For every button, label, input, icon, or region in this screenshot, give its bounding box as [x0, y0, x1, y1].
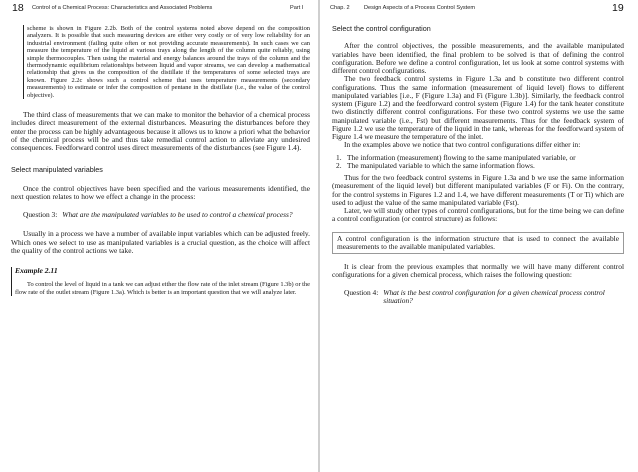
right-page-header: [320, 3, 638, 15]
question-4: [344, 289, 624, 306]
right-page-body: [332, 25, 624, 305]
paragraph-third-class: The third class of measurements that we can make to monitor the behavior of a chemical process includes direct measurement of the external disturbances. Measuring the disturbances before they enter the process can be highly advantageous because it allows us to know a priori what the behavior of the chemical process will be and thus take remedial control action to alleviate any undesired consequences. Feedforward control uses direct measurements of the disturbances (see Figure 1.4).: [11, 110, 310, 153]
box-paragraph: scheme is shown in Figure 2.2b. Both of the control systems noted above depend on the composition analyzers. It is possible that such measuring devices are either very costly or of very low reliability for an industrial environment (failing quite often or not providing accurate measurements). In such cases we can measure the temperature of the liquid at various trays along the length of the column quite reliably, using simple thermocouples. Then using the material and energy balances around the trays of the column and the thermodynamic equilibrium relationships between liquid and vapor streams, we can develop a mathematical relationship that gives us the composition of the distillate if the temperatures of some selected trays are known. Figure 2.2c shows such a control scheme that uses temperature measurements (secondary measurements) to estimate or infer the composition of pentane in the distillate (i.e., the value of the control objective).: [23, 25, 310, 99]
control-configuration-definition: A control configuration is the information structure that is used to connect the available measurements to the available manipulated variables.: [332, 232, 624, 255]
list-item: [336, 162, 624, 170]
heading-select-manipulated-variables: Select manipulated variables: [11, 165, 103, 175]
left-part-label: Part I: [290, 5, 304, 11]
example-text: To control the level of liquid in a tank we can adjust either the flow rate of the inlet stream (Figure 1.3b) or the flow rate of the outlet stream (Figure 1.3a). Which is better is an important question that we will analyze later.: [15, 281, 310, 296]
configuration-list: [332, 154, 624, 171]
paragraph-after: After the control objectives, the possible measurements, and the available manipulated variables have been identified, the final problem to be solved is that of defining the control configuration. Before we define a control configuration, let us look at some control systems with different control configurations.: [332, 41, 624, 75]
question-3-label: Question 3:: [23, 210, 58, 220]
paragraph-later: Later, we will study other types of control configurations, but for the time being we can define a control configuration (or control structure) as follows:: [332, 206, 624, 224]
paragraph-two-feedback: The two feedback control systems in Figure 1.3a and b constitute two different control configurations. Thus the same information (measurement of liquid level) flows to different manipulated variables [i.e., F (Figure 1.3a) and Fi (Figure 1.3b)]. Similarly, the feedback control system (Figure 1.2) and the feedforward control system (Figure 1.4) for the tank heater constitute two distinctly different control configurations. For these two control systems we use the same manipulated variable (i.e., Fst) but different measurements. Thus for the feedback system of Figure 1.2 we use the temperature of the liquid in the tank, whereas for the feedforward system of Figure 1.4 we measure the temperature of the inlet.: [332, 74, 624, 141]
question-3: [23, 211, 310, 219]
list-item-text: The manipulated variable to which the same information flows.: [347, 160, 535, 170]
paragraph-once: Once the control objectives have been specified and the various measurements identified, the next question relates to how we effect a change in the process:: [11, 183, 310, 201]
paragraph-clear: It is clear from the previous examples that normally we will have many different control configurations for a given chemical process, which raises the following question:: [332, 262, 624, 280]
right-chapter-label: Chap. 2: [330, 5, 350, 11]
list-item-number: 1.: [336, 152, 342, 162]
right-page: [320, 0, 638, 472]
example-title: Example 2.11: [15, 266, 58, 276]
right-running-head: Design Aspects of a Process Control System: [364, 5, 475, 11]
question-3-text: What are the manipulated variables to be used to control a chemical process?: [62, 210, 293, 220]
paragraph-in-examples: In the examples above we notice that two control configurations differ either in:: [344, 140, 581, 150]
left-page-header: [0, 3, 318, 15]
list-item-text: The information (measurement) flowing to the same manipulated variable, or: [347, 152, 576, 162]
list-item-number: 2.: [336, 160, 342, 170]
left-running-head: Control of a Chemical Process: Characteristics and Associated Problems: [32, 5, 213, 11]
heading-select-control-configuration: Select the control configuration: [332, 24, 431, 33]
question-4-label: Question 4:: [344, 287, 379, 297]
left-page-body: [11, 25, 310, 296]
question-4-text: What is the best control configuration for a given chemical process control situation?: [383, 287, 605, 305]
left-page: [0, 0, 318, 472]
right-page-number: 19: [612, 2, 624, 14]
example-2-11: [11, 267, 310, 296]
paragraph-usually: Usually in a process we have a number of available input variables which can be adjusted freely. Which ones we select to use as manipulated variables is a crucial question, as the choice will affect the quality of the control actions we take.: [11, 229, 310, 255]
left-page-number: 18: [12, 2, 24, 14]
paragraph-thus: Thus for the two feedback control systems in Figure 1.3a and b we use the same information (measurement of the liquid level) but different manipulated variables (F or Fi). On the contrary, for the control systems in Figures 1.2 and 1.4, we have different measurements (T or Ti) which are used to adjust the value of the same manipulated variable (Fst).: [332, 173, 624, 207]
